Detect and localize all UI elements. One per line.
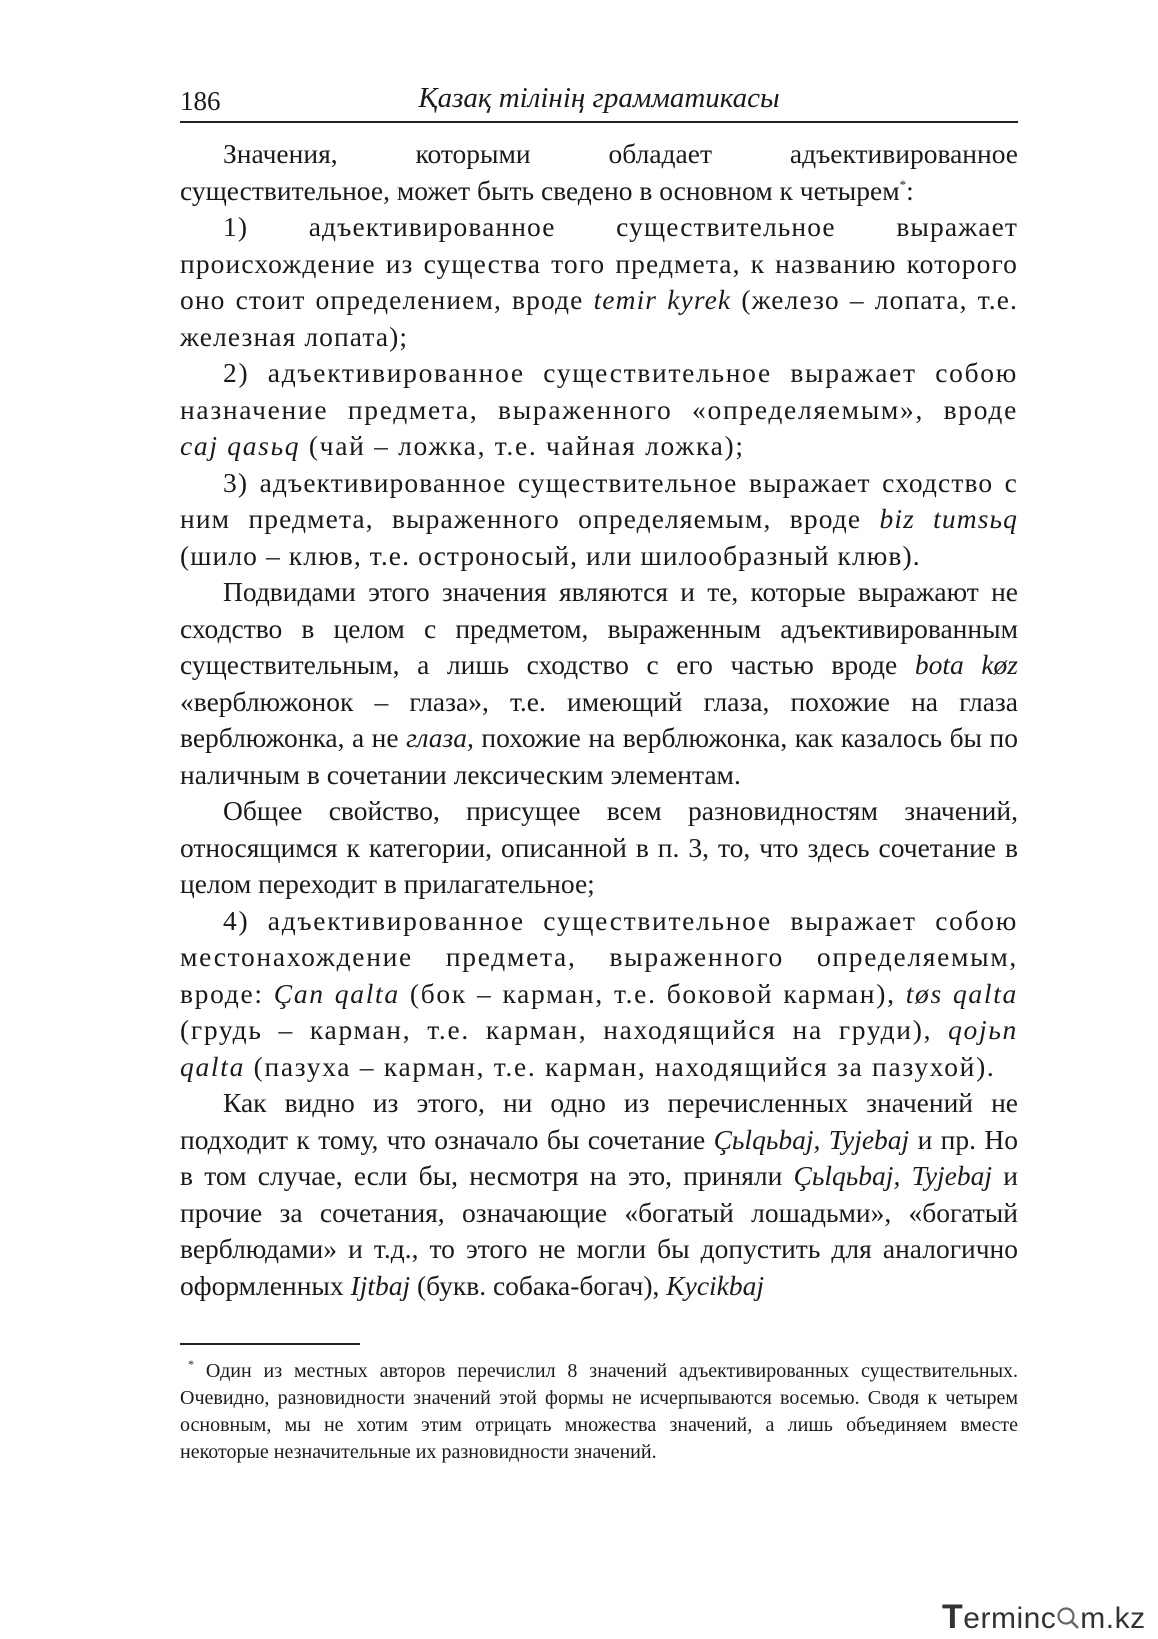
page-number: 186 bbox=[180, 86, 221, 116]
paragraph-8: Как видно из этого, ни одно из перечисленных значений не подходит к тому, что означало бы сочетание Çьlqьbaj, Tyjebaj и пр. Но в том случае, если бы, несмотря на это, приняли Çьlqьbaj, Tyjebaj и прочие за сочетания, означающие «богатый лошадьми», «богатый верблюдами» и т.д., то этого не могли бы допустить для аналогично оформленных Ijtbaj (букв. собака-богач), Kycikbaj bbox=[180, 1087, 1018, 1301]
example-term: Çьlqьbaj, Tyjebaj bbox=[793, 1160, 993, 1191]
footnote-rule bbox=[180, 1343, 360, 1345]
example-term: глаза, bbox=[406, 722, 474, 753]
example-term: tøs qalta bbox=[905, 977, 1018, 1009]
example-term: Çьlqьbaj, Tyjebaj bbox=[713, 1123, 910, 1155]
running-title: Қазақ тілінің грамматикасы bbox=[418, 82, 780, 114]
footnote-ref[interactable]: * bbox=[899, 176, 907, 192]
example-term: temir kyrek bbox=[593, 284, 732, 315]
example-term: bota køz bbox=[914, 649, 1018, 680]
paragraph-7: 4) адъективированное существительное выражает собою местонахождение предмета, выраженного определяемым, вроде: Çan qalta (бок – карман, т.е. боковой карман), tøs qalta (грудь – карман, т.е. карман, находящийся на груди), qojьn qalta (пазуха – карман, т.е. карман, находящийся за пазухой). bbox=[180, 904, 1018, 1082]
watermark-letter-t: T bbox=[942, 1598, 964, 1636]
example-term: biz tumsьq bbox=[879, 503, 1018, 534]
example-term: Çan qalta bbox=[273, 977, 400, 1009]
paragraph-6: Общее свойство, присущее всем разновидностям значений, относящимся к категории, описанной в п. 3, то, что здесь сочетание в целом переходит в прилагательное; bbox=[180, 795, 1018, 899]
footnote-mark: * bbox=[188, 1357, 194, 1371]
footnote-text: Один из местных авторов перечислил 8 значений адъективированных существительных. Очевидно, разновидности значений этой формы не исчерпываются восемью. Сводя к четырем основным, мы не хотим этим отрицать множества значений, а лишь объединяем вместе некоторые незначительные их разновидности значений. bbox=[180, 1360, 1019, 1463]
example-term: Kycikbaj bbox=[666, 1269, 765, 1301]
main-text bbox=[180, 136, 1018, 1304]
paragraph-2: 1) адъективированное существительное выражает происхождение из существа того предмета, к названию которого оно стоит определением, вроде temir kyrek (железо – лопата, т.е. железная лопата); bbox=[180, 211, 1019, 352]
header-rule bbox=[180, 121, 1018, 123]
example-term: qojьn qalta bbox=[180, 1014, 1018, 1082]
magnifier-icon bbox=[1056, 1605, 1080, 1639]
footnote bbox=[180, 1358, 1018, 1466]
paragraph-4: 3) адъективированное существительное выражает сходство с ним предмета, выраженного определяемым, вроде biz tumsьq (шило – клюв, т.е. остроносый, или шилообразный клюв). bbox=[180, 466, 1018, 571]
example-term: caj qasьq bbox=[180, 430, 301, 461]
termincom-watermark[interactable]: Terminc m.kz bbox=[942, 1598, 1146, 1632]
example-term: Ijtbaj bbox=[350, 1269, 411, 1301]
paragraph-3: 2) адъективированное существительное выражает собою назначение предмета, выраженного «определяемым», вроде caj qasьq (чай – ложка, т.е. чайная ложка); bbox=[180, 357, 1018, 461]
paragraph-1: Значения, которыми обладает адъективированное существительное, может быть сведено в основном к четырем*: bbox=[180, 138, 1018, 206]
page-header bbox=[180, 82, 1018, 120]
paragraph-5: Подвидами этого значения являются и те, которые выражают не сходство в целом с предметом, выраженным адъективированным существительным, а лишь сходство с его частью вроде bota køz «верблюжонок – глаза», т.е. имеющий глаза, похожие на глаза верблюжонка, а не глаза, похожие на верблюжонка, как казалось бы по наличным в сочетании лексическим элементам. bbox=[180, 576, 1018, 790]
